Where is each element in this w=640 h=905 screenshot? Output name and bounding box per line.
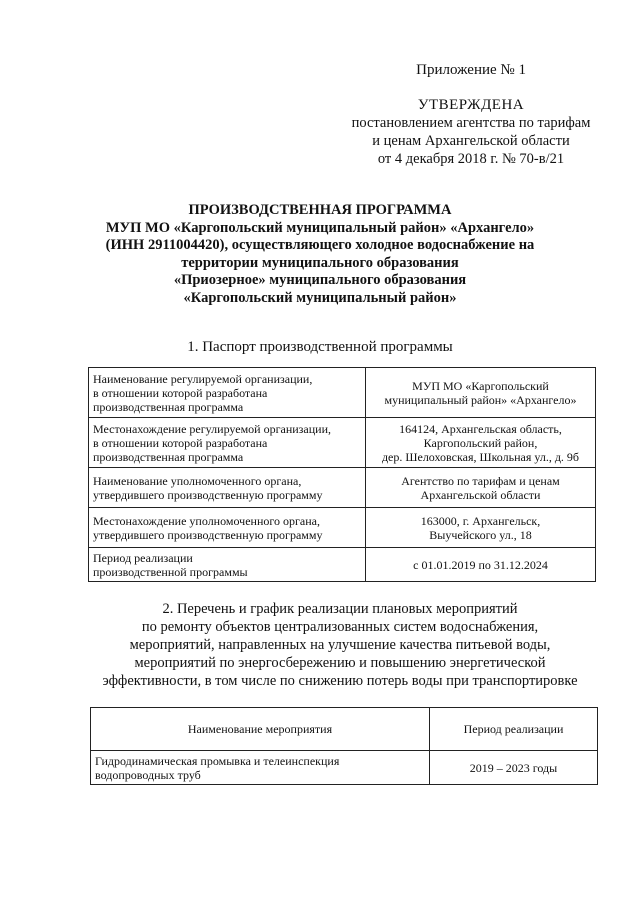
cell-line: Каргопольский район, <box>423 435 538 450</box>
approved-line: от 4 декабря 2018 г. № 70-в/21 <box>377 151 565 167</box>
cell-line: Выучейского ул., 18 <box>429 527 532 542</box>
cell-line: в отношении которой разработана <box>93 435 268 450</box>
passport-label <box>89 418 366 468</box>
passport-label <box>89 468 366 508</box>
section1-heading: 1. Паспорт производственной программы <box>187 339 453 355</box>
approved-line: и ценам Архангельской области <box>372 133 570 149</box>
cell-line: Архангельской области <box>420 487 541 502</box>
program-title <box>90 202 550 307</box>
cell-line: Наименование регулируемой организации, <box>93 371 313 386</box>
measure-name <box>91 751 430 785</box>
column-header: Наименование мероприятия <box>91 708 430 751</box>
passport-value <box>366 368 596 418</box>
table-row <box>89 508 596 548</box>
cell-line: муниципальный район» «Архангело» <box>384 392 577 407</box>
heading-line: мероприятий, направленных на улучшение качества питьевой воды, <box>129 637 551 653</box>
cell-line: Наименование уполномоченного органа, <box>93 473 302 488</box>
passport-label <box>89 508 366 548</box>
cell-line: в отношении которой разработана <box>93 385 268 400</box>
section2-heading <box>90 600 590 690</box>
table-header-row <box>91 708 598 751</box>
heading-line: 2. Перечень и график реализации плановых мероприятий <box>162 601 518 617</box>
cell-line: Местонахождение уполномоченного органа, <box>93 513 320 528</box>
title-line: ПРОИЗВОДСТВЕННАЯ ПРОГРАММА <box>188 202 452 218</box>
appendix-label: Приложение № 1 <box>416 62 526 78</box>
title-line: МУП МО «Каргопольский муниципальный район» «Архангело» <box>105 219 535 236</box>
table-row <box>89 548 596 582</box>
cell-line: водопроводных труб <box>95 767 201 782</box>
passport-label <box>89 548 366 582</box>
cell-line: производственная программа <box>93 449 244 464</box>
passport-value <box>366 548 596 582</box>
passport-value <box>366 418 596 468</box>
cell-line: Агентство по тарифам и ценам <box>401 473 560 488</box>
cell-line: Гидродинамическая промывка и телеинспекция <box>95 753 340 768</box>
measure-period: 2019 – 2023 годы <box>430 751 598 785</box>
cell-line: дер. Шелоховская, Школьная ул., д. 9б <box>381 449 580 464</box>
cell-line: Местонахождение регулируемой организации, <box>93 421 332 436</box>
cell-line: производственной программы <box>93 564 248 579</box>
heading-line: по ремонту объектов централизованных систем водоснабжения, <box>141 619 539 635</box>
cell-line: утвердившего производственную программу <box>93 527 323 542</box>
table-row <box>91 751 598 785</box>
passport-label <box>89 368 366 418</box>
title-line: «Каргопольский муниципальный район» <box>183 289 457 306</box>
title-line: (ИНН 2911004420), осуществляющего холодное водоснабжение на <box>105 237 535 253</box>
measures-table <box>90 707 598 785</box>
title-line: территории муниципального образования <box>181 254 459 271</box>
passport-table <box>88 367 596 582</box>
cell-line: Период реализации <box>93 550 193 565</box>
passport-value <box>366 508 596 548</box>
heading-line: мероприятий по энергосбережению и повышению энергетической <box>134 655 546 671</box>
cell-line: утвердившего производственную программу <box>93 487 323 502</box>
heading-line: эффективности, в том числе по снижению потерь воды при транспортировке <box>102 673 578 689</box>
title-line: «Приозерное» муниципального образования <box>173 272 467 288</box>
table-row <box>89 468 596 508</box>
table-row <box>89 368 596 418</box>
cell-line: с 01.01.2019 по 31.12.2024 <box>413 557 548 572</box>
cell-line: 163000, г. Архангельск, <box>420 513 541 528</box>
column-header: Период реализации <box>430 708 598 751</box>
cell-line: производственная программа <box>93 399 244 414</box>
cell-line: МУП МО «Каргопольский <box>412 378 549 393</box>
approved-line: постановлением агентства по тарифам <box>351 115 591 131</box>
approved-label: УТВЕРЖДЕНА <box>417 97 525 113</box>
approval-block <box>336 96 606 168</box>
passport-value <box>366 468 596 508</box>
table-row <box>89 418 596 468</box>
cell-line: 164124, Архангельская область, <box>399 421 562 436</box>
